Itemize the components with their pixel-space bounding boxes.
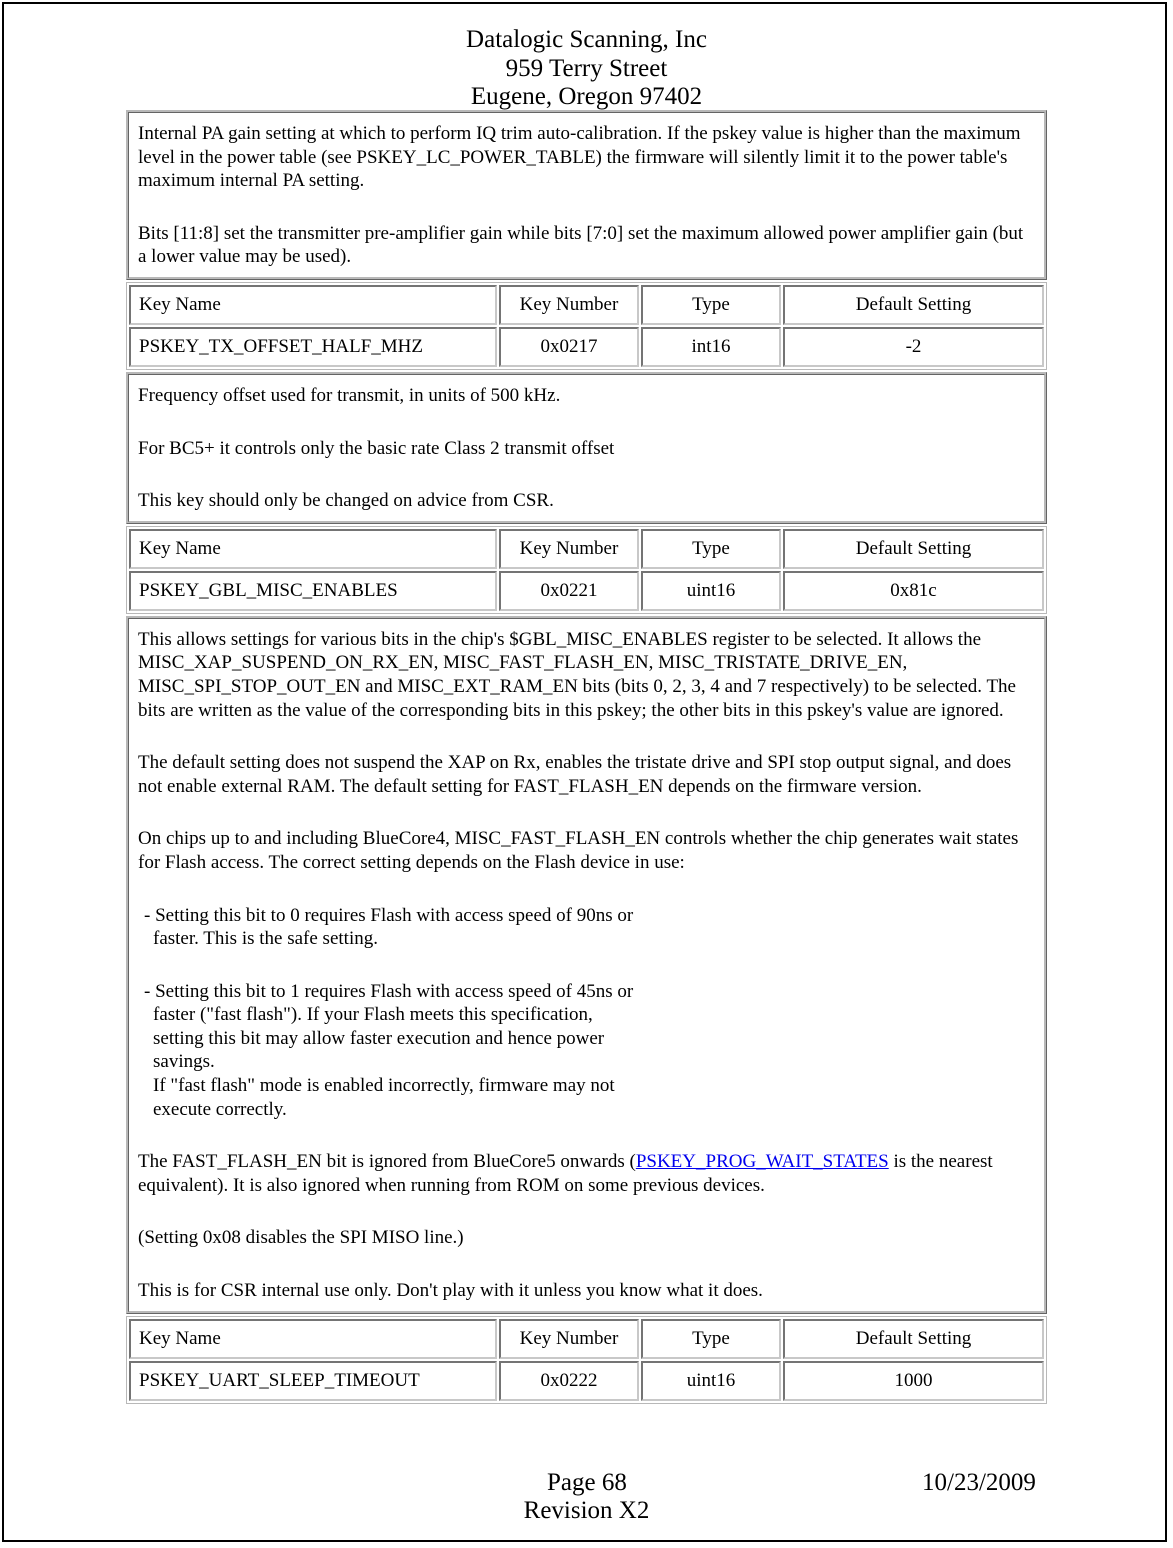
key-number-cell: 0x0221 — [499, 571, 639, 611]
company-street: 959 Terry Street — [505, 54, 668, 82]
description-paragraph: For BC5+ it controls only the basic rate Class 2 transmit offset — [138, 437, 615, 459]
bullet-line: setting this bit may allow faster execution and hence power — [153, 1027, 605, 1049]
key-table-uart-sleep-timeout — [126, 1316, 1047, 1404]
key-name-cell: PSKEY_TX_OFFSET_HALF_MHZ — [129, 327, 497, 367]
key-table-gbl-misc-enables — [126, 526, 1047, 614]
key-table-tx-offset — [126, 282, 1047, 370]
table-row — [129, 1361, 1044, 1401]
header-type: Type — [641, 529, 781, 569]
page-number: Page 68 — [547, 1469, 627, 1496]
header-key-name: Key Name — [129, 1319, 497, 1359]
key-number-cell: 0x0222 — [499, 1361, 639, 1401]
document-body — [126, 110, 1047, 1406]
bullet-line: execute correctly. — [153, 1098, 287, 1120]
tx-offset-description — [126, 372, 1047, 524]
company-city: Eugene, Oregon 97402 — [470, 83, 703, 110]
key-number-cell: 0x0217 — [499, 327, 639, 367]
table-header-row — [129, 1319, 1044, 1359]
description-paragraph — [138, 1150, 1036, 1197]
header-key-number: Key Number — [499, 1319, 639, 1359]
revision-label: Revision X2 — [523, 1497, 650, 1524]
default-setting-cell: 0x81c — [783, 571, 1044, 611]
header-key-number: Key Number — [499, 529, 639, 569]
description-paragraph: Frequency offset used for transmit, in units of 500 kHz. — [138, 384, 561, 406]
type-cell: int16 — [641, 327, 781, 367]
description-paragraph: This is for CSR internal use only. Don't play with it unless you know what it does. — [138, 1280, 763, 1302]
description-paragraph: The default setting does not suspend the XAP on Rx, enables the tristate drive and SPI stop output signal, and does not enable external RAM. The default setting for FAST_FLASH_EN depends on the firmware version. — [138, 752, 1012, 797]
description-paragraph: This allows settings for various bits in the chip's $GBL_MISC_ENABLES register to be selected. It allows the MISC_XAP_SUSPEND_ON_RX_EN, MISC_FAST_FLASH_EN, MISC_TRISTATE_DRIVE_EN, MISC_SPI_STOP_OUT_EN and MISC_EXT_RAM_EN bits (bits 0, 2, 3, 4 and 7 respectively) to be selected. The bits are written as the value of the corresponding bits in this pskey; the other bits in this pskey's value are ignored. — [138, 628, 1016, 721]
header-type: Type — [641, 1319, 781, 1359]
type-cell: uint16 — [641, 1361, 781, 1401]
document-header — [0, 26, 1173, 112]
bullet-line: savings. — [153, 1051, 215, 1073]
bullet-item — [138, 904, 1036, 951]
pskey-prog-wait-states-link[interactable]: PSKEY_PROG_WAIT_STATES — [635, 1151, 889, 1173]
bullet-item — [138, 980, 1036, 1122]
header-key-name: Key Name — [129, 529, 497, 569]
paragraph-text: The FAST_FLASH_EN bit is ignored from BlueCore5 onwards ( — [138, 1151, 636, 1173]
misc-enables-description — [126, 616, 1047, 1314]
header-default-setting: Default Setting — [783, 1319, 1044, 1359]
header-type: Type — [641, 285, 781, 325]
description-paragraph: On chips up to and including BlueCore4, MISC_FAST_FLASH_EN controls whether the chip generates wait states for Flash access. The correct setting depends on the Flash device in use: — [138, 828, 1019, 873]
header-key-number: Key Number — [499, 285, 639, 325]
bullet-line: - Setting this bit to 0 requires Flash with access speed of 90ns or — [144, 904, 634, 926]
description-paragraph: Bits [11:8] set the transmitter pre-amplifier gain while bits [7:0] set the maximum allowed power amplifier gain (but a lower value may be used). — [138, 222, 1024, 268]
pa-gain-description — [126, 110, 1047, 280]
type-cell: uint16 — [641, 571, 781, 611]
key-name-cell: PSKEY_UART_SLEEP_TIMEOUT — [129, 1361, 497, 1401]
default-setting-cell: 1000 — [783, 1361, 1044, 1401]
description-paragraph: Internal PA gain setting at which to perform IQ trim auto-calibration. If the pskey value is higher than the maximum level in the power table (see PSKEY_LC_POWER_TABLE) the firmware will silently limit it to the power table's maximum internal PA setting. — [138, 123, 1021, 192]
bullet-line: - Setting this bit to 1 requires Flash with access speed of 45ns or — [144, 980, 634, 1002]
footer-date: 10/23/2009 — [922, 1469, 1036, 1496]
description-paragraph: (Setting 0x08 disables the SPI MISO line.) — [138, 1227, 464, 1249]
table-header-row — [129, 529, 1044, 569]
table-row — [129, 571, 1044, 611]
bullet-line: faster ("fast flash"). If your Flash meets this specification, — [153, 1004, 593, 1026]
company-name: Datalogic Scanning, Inc — [466, 26, 707, 53]
table-row — [129, 327, 1044, 367]
paragraph-text: is the nearest equivalent). It is also ignored when running from ROM on some previous devices. — [138, 1151, 993, 1196]
header-default-setting: Default Setting — [783, 529, 1044, 569]
header-default-setting: Default Setting — [783, 285, 1044, 325]
bullet-line: faster. This is the safe setting. — [153, 928, 378, 950]
key-name-cell: PSKEY_GBL_MISC_ENABLES — [129, 571, 497, 611]
default-setting-cell: -2 — [783, 327, 1044, 367]
header-key-name: Key Name — [129, 285, 497, 325]
bullet-line: If "fast flash" mode is enabled incorrectly, firmware may not — [153, 1075, 615, 1097]
table-header-row — [129, 285, 1044, 325]
description-paragraph: This key should only be changed on advice from CSR. — [138, 490, 554, 512]
